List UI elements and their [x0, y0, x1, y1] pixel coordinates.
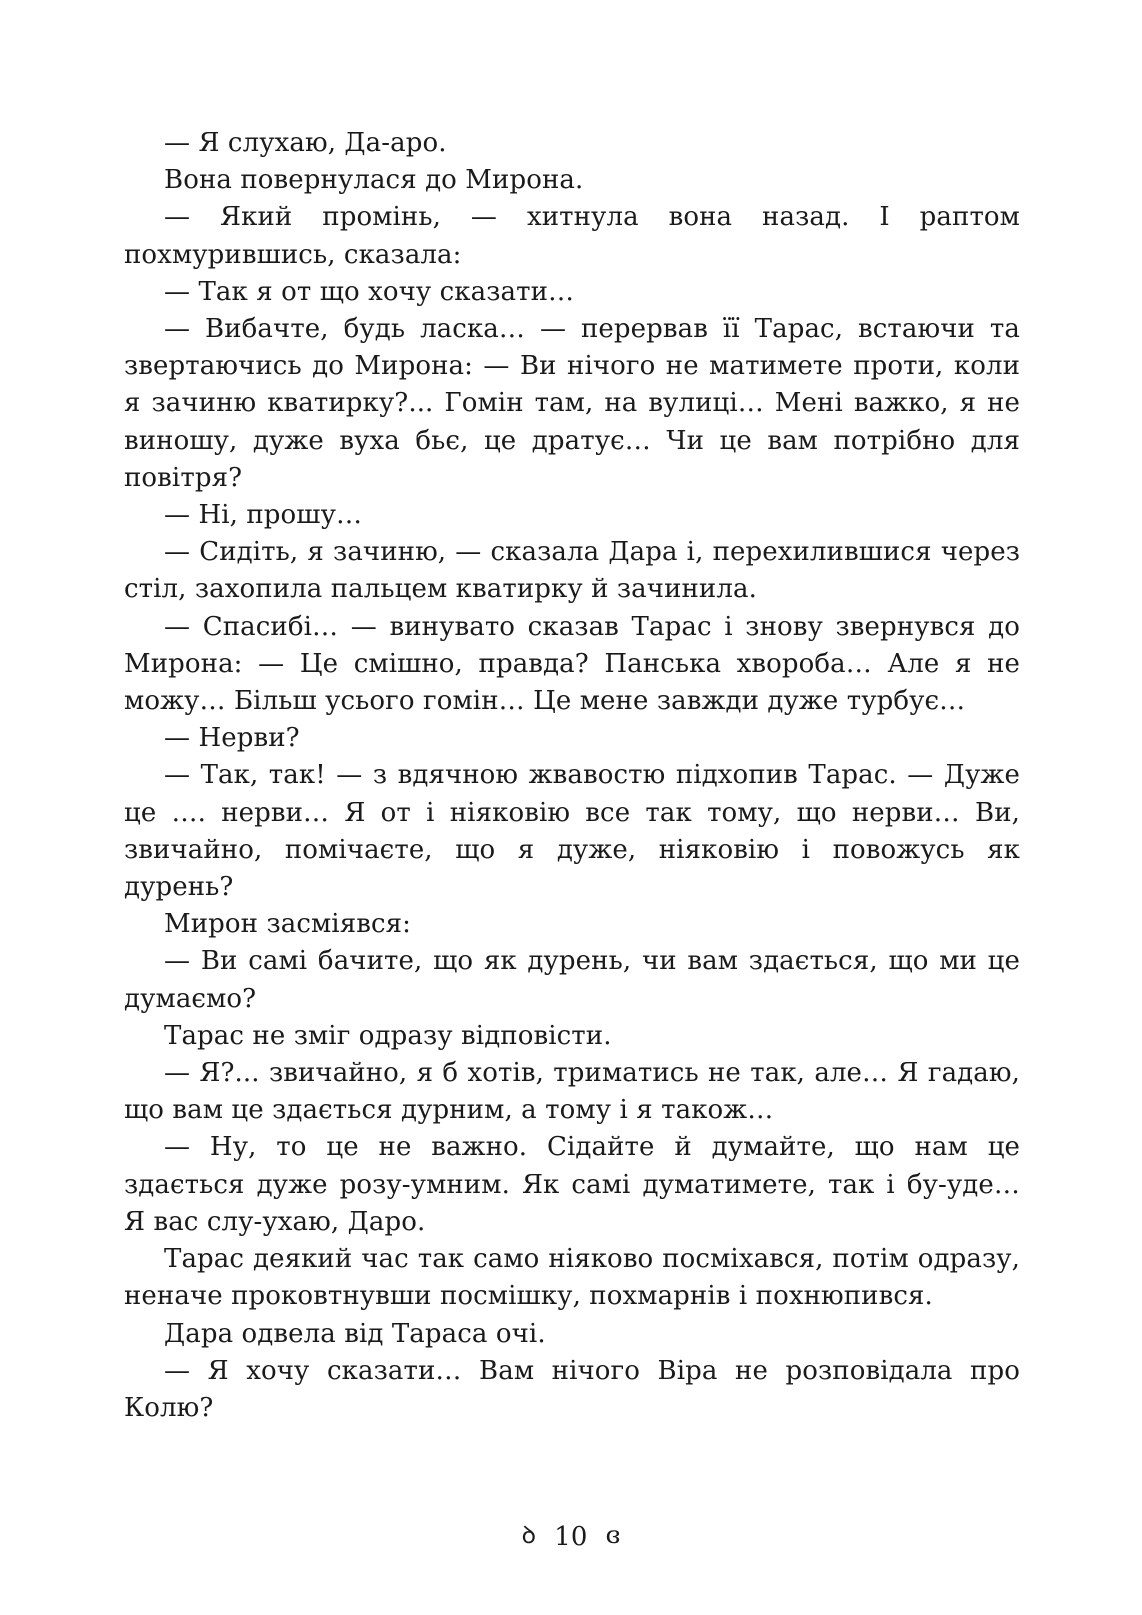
page-number: 10: [554, 1522, 588, 1552]
left-ornament-icon: ꝺ: [521, 1521, 537, 1549]
paragraph: — Який промінь, — хитнула вона назад. І раптом похмурившись, сказала:: [124, 202, 1020, 270]
paragraph: — Ні, прошу…: [164, 500, 363, 531]
paragraph: — Так, так! — з вдячною жвавостю підхопив Тарас. — Дуже це …. нерви… Я от і ніяковію все так тому, що нерви… Ви, звичайно, помічаєте, що я дуже, ніяковію і повожусь як дурень?: [124, 760, 1020, 903]
paragraph: — Так я от що хочу сказати…: [164, 276, 575, 307]
paragraph: — Ви самі бачите, що як дурень, чи вам здається, що ми це думаємо?: [124, 946, 1020, 1014]
page-footer: [0, 1518, 1142, 1552]
paragraph: — Ну, то це не важно. Сідайте й думайте, що нам це здається дуже розу-умним. Як самі думатимете, так і бу-уде… Я вас слу-ухаю, Даро.: [124, 1132, 1020, 1237]
paragraph: — Я?... звичайно, я б хотів, триматись не так, але… Я гадаю, що вам це здається дурним, а тому і я також…: [124, 1058, 1020, 1126]
paragraph: Дара одвела від Тараса очі.: [164, 1318, 546, 1349]
right-ornament-icon: ɞ: [605, 1521, 621, 1549]
paragraph: — Я слухаю, Да-аро.: [164, 128, 447, 158]
paragraph: Тарас не зміг одразу відповісти.: [164, 1020, 612, 1051]
paragraph: — Я хочу сказати… Вам нічого Віра не розповідала про Колю?: [124, 1355, 1020, 1423]
paragraph: Вона повернулася до Мирона.: [164, 165, 584, 196]
paragraph: — Вибачте, будь ласка… — перервав її Тарас, встаючи та звертаючись до Мирона: — Ви нічого не матимете проти, коли я зачиню кватирку?... Гомін там, на вулиці… Мені важко, я не виношу, дуже вуха бьє, це дратує… Чи це вам потрібно для повітря?: [124, 314, 1020, 493]
paragraph: Тарас деякий час так само ніяково посміхався, потім одразу, неначе проковтнувши посмішку, похмарнів і похнюпився.: [124, 1244, 1020, 1312]
paragraph: — Сидіть, я зачиню, — сказала Дара і, перехилившися через стіл, захопила пальцем кватирку й зачинила.: [124, 537, 1020, 605]
paragraph: — Спасибі… — винувато сказав Тарас і знову звернувся до Мирона: — Це смішно, правда? Панська хвороба… Але я не можу… Більш усього гомін… Це мене завжди дуже турбує…: [124, 611, 1020, 717]
paragraph: — Нерви?: [164, 723, 300, 754]
paragraph: Мирон засміявся:: [164, 909, 411, 940]
body-text: [124, 125, 1020, 1427]
